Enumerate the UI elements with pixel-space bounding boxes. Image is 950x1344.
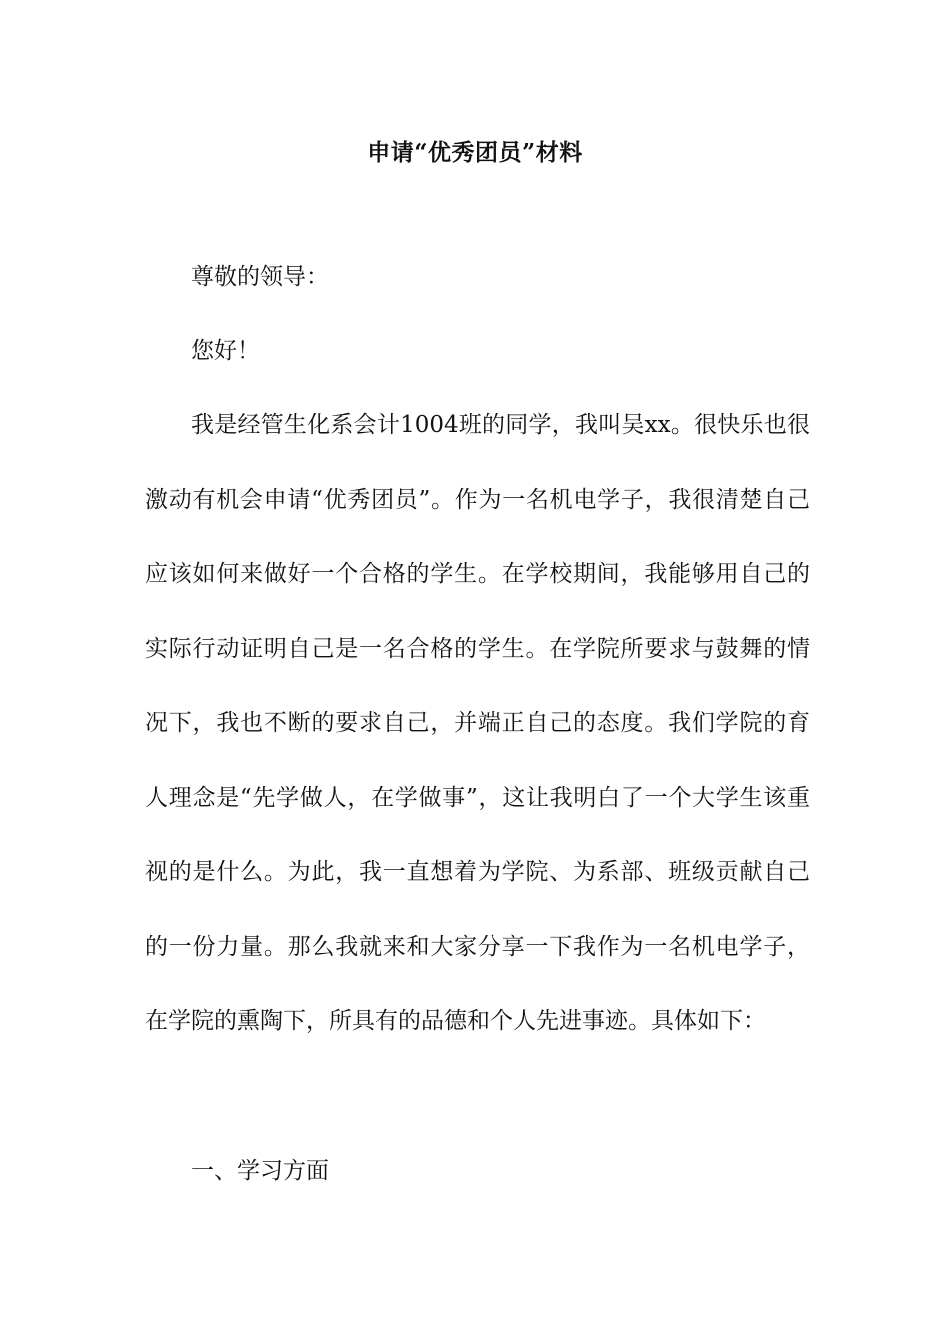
body-paragraph: 我是经管生化系会计1004班的同学，我叫吴xx。很快乐也很激动有机会申请“优秀团员”。作为一名机电学子，我很清楚自己应该如何来做好一个合格的学生。在学校期间，我能够用自己的实际行动证明自己是一名合格的学生。在学院所要求与鼓舞的情况下，我也不断的要求自己，并端正自己的态度。我们学院的育人理念是“先学做人，在学做事”，这让我明白了一个大学生该重视的是什么。为此，我一直想着为学院、为系部、班级贡献自己的一份力量。那么我就来和大家分享一下我作为一名机电学子，在学院的熏陶下，所具有的品德和个人先进事迹。具体如下： bbox=[145, 412, 810, 1034]
section-heading: 一、学习方面 bbox=[191, 1158, 329, 1184]
salutation: 尊敬的领导： bbox=[191, 264, 329, 290]
greeting: 您好！ bbox=[191, 338, 260, 364]
document-title: 申请“优秀团员”材料 bbox=[367, 139, 583, 166]
